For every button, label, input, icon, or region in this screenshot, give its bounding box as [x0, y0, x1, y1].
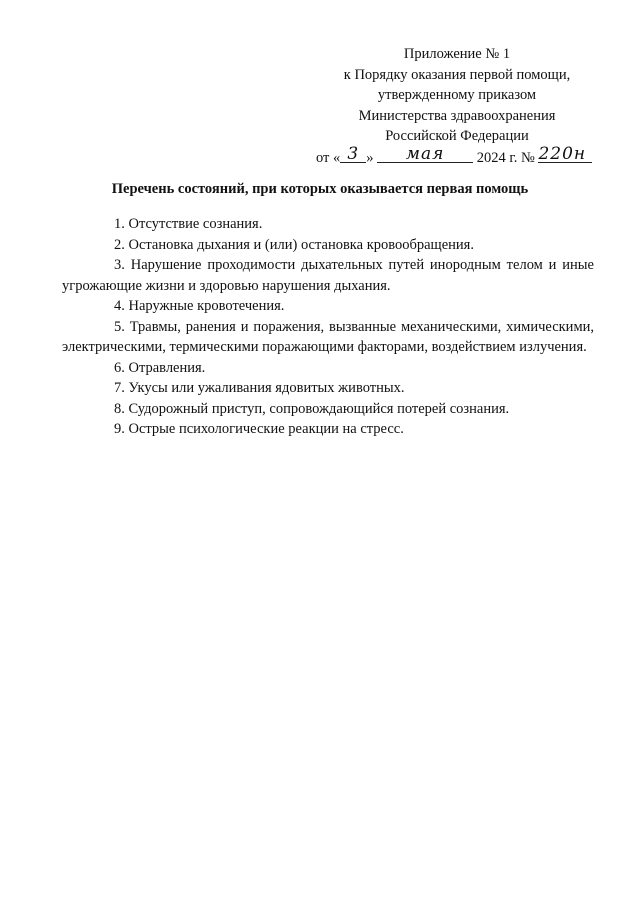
- date-quote-close: »: [366, 149, 374, 166]
- list-item: 4. Наружные кровотечения.: [114, 298, 285, 314]
- number-blank: [538, 143, 592, 164]
- order-year: 2024 г. №: [476, 149, 535, 166]
- appendix-approved: утвержденному приказом: [377, 87, 537, 103]
- conditions-list: [62, 214, 594, 440]
- handwritten-day: 3: [347, 143, 360, 164]
- handwritten-number: 220н: [538, 143, 587, 164]
- appendix-reference: к Порядку оказания первой помощи,: [343, 66, 571, 83]
- month-blank: [377, 143, 473, 164]
- list-item: 3. Нарушение проходимости дыхательных путей инородным телом и иные угрожающие жизни и здоровью нарушения дыхания.: [62, 257, 594, 294]
- list-item: 5. Травмы, ранения и поражения, вызванные механическими, химическими, электрическими, термическими поражающими факторами, воздействием излучения.: [62, 318, 594, 355]
- list-item: 8. Судорожный приступ, сопровождающийся потерей сознания.: [114, 400, 510, 417]
- order-date-line: [316, 143, 602, 169]
- list-item: 1. Отсутствие сознания.: [114, 216, 263, 232]
- appendix-ministry: Министерства здравоохранения: [358, 107, 556, 124]
- appendix-header: [312, 44, 602, 168]
- list-item: 7. Укусы или ужаливания ядовитых животных.: [114, 380, 405, 396]
- document-title: Перечень состояний, при которых оказывается первая помощь: [111, 181, 529, 197]
- appendix-country: Российской Федерации: [385, 128, 529, 144]
- handwritten-month: мая: [405, 143, 445, 164]
- list-item: 6. Отравления.: [114, 359, 206, 376]
- date-prefix: от «: [316, 149, 341, 166]
- list-item: 9. Острые психологические реакции на стресс.: [114, 421, 404, 437]
- appendix-number: Приложение № 1: [403, 46, 511, 62]
- list-item: 2. Остановка дыхания и (или) остановка кровообращения.: [114, 236, 474, 253]
- day-blank: [340, 143, 366, 164]
